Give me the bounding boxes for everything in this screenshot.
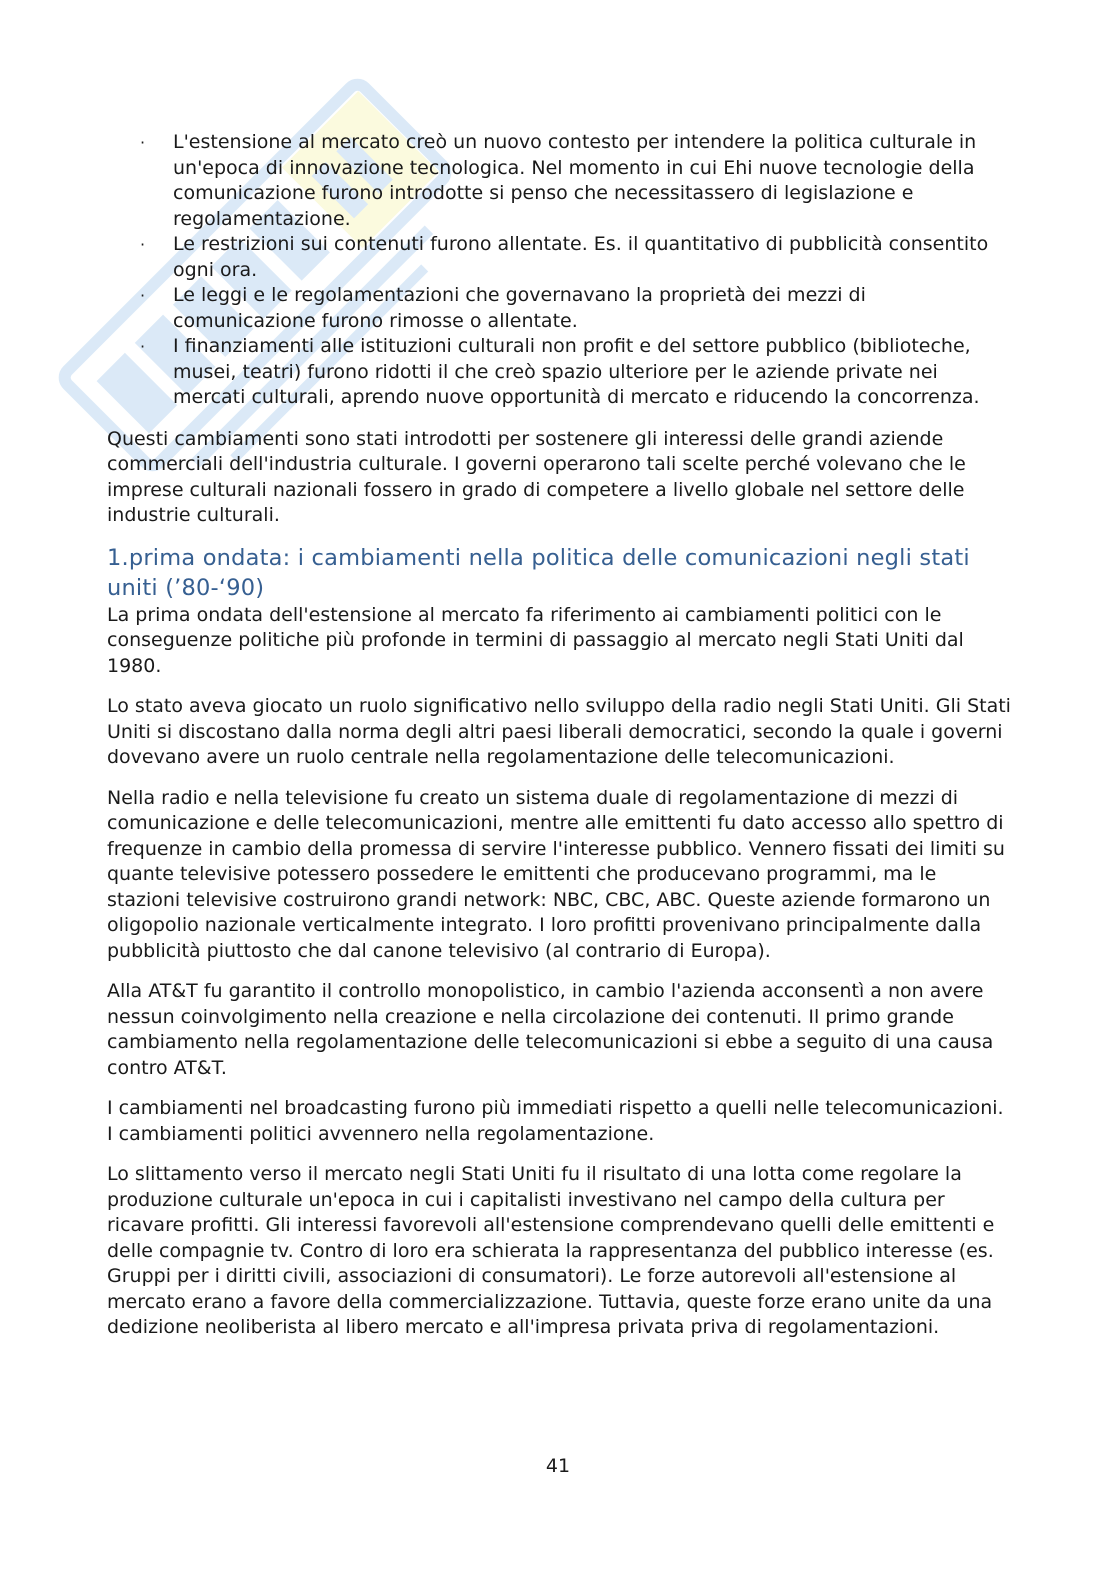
intro-paragraph: Questi cambiamenti sono stati introdotti per sostenere gli interessi delle grandi aziende commerciali dell'industria culturale. I governi operarono tali scelte perché volevano che le imprese culturali nazionali fossero in grado di competere a livello globale nel settore delle industrie culturali. [107, 427, 966, 526]
list-item [107, 283, 1012, 334]
list-item [107, 334, 1012, 411]
bullet-marker: · [140, 235, 146, 254]
bullet-list [107, 130, 1012, 411]
section-heading: 1.prima ondata: i cambiamenti nella politica delle comunicazioni negli stati uniti (’80-‘90) [107, 544, 970, 601]
body-paragraph: Alla AT&T fu garantito il controllo monopolistico, in cambio l'azienda acconsentì a non avere nessun coinvolgimento nella creazione e nella circolazione dei contenuti. Il primo grande cambiamento nella regolamentazione delle telecomunicazioni si ebbe a seguito di una causa contro AT&T. [107, 980, 994, 1079]
body-paragraph: Lo slittamento verso il mercato negli Stati Uniti fu il risultato di una lotta come regolare la produzione culturale un'epoca in cui i capitalisti investivano nel campo della cultura per ricavare profitti. Gli interessi favorevoli all'estensione comprendevano quelli delle emittenti e delle compagnie tv. Contro di loro era schierata la rappresentanza del pubblico interesse (es. Gruppi per i diritti civili, associazioni di consumatori). Le forze autorevoli all'estensione al mercato erano a favore della commercializzazione. Tuttavia, queste forze erano unite da una dedizione neoliberista al libero mercato e all'impresa privata priva di regolamentazioni. [107, 1163, 995, 1338]
bullet-text: Le leggi e le regolamentazioni che governavano la proprietà dei mezzi di comunicazione furono rimosse o allentate. [173, 284, 866, 332]
body-paragraph: Lo stato aveva giocato un ruolo significativo nello sviluppo della radio negli Stati Uniti. Gli Stati Uniti si discostano dalla norma degli altri paesi liberali democratici, secondo la quale i governi dovevano avere un ruolo centrale nella regolamentazione delle telecomunicazioni. [107, 695, 1011, 768]
list-item [107, 232, 1012, 283]
bullet-marker: · [140, 337, 146, 356]
document-page [107, 130, 1012, 1341]
body-paragraph: Nella radio e nella televisione fu creato un sistema duale di regolamentazione di mezzi di comunicazione e delle telecomunicazioni, mentre alle emittenti fu dato accesso allo spettro di frequenze in cambio della promessa di servire l'interesse pubblico. Vennero fissati dei limiti su quante televisive potessero possedere le emittenti che producevano programmi, ma le stazioni televisive costruirono grandi network: NBC, CBC, ABC. Queste aziende formarono un oligopolio nazionale verticalmente integrato. I loro profitti provenivano principalmente dalla pubblicità piuttosto che dal canone televisivo (al contrario di Europa). [107, 786, 1005, 962]
bullet-marker: · [140, 286, 146, 305]
bullet-marker: · [140, 133, 146, 152]
body-paragraph: I cambiamenti nel broadcasting furono più immediati rispetto a quelli nelle telecomunicazioni. I cambiamenti politici avvennero nella regolamentazione. [107, 1097, 1004, 1145]
body-paragraph: La prima ondata dell'estensione al mercato fa riferimento ai cambiamenti politici con le conseguenze politiche più profonde in termini di passaggio al mercato negli Stati Uniti dal 1980. [107, 603, 964, 677]
list-item [107, 130, 1012, 232]
bullet-text: Le restrizioni sui contenuti furono allentate. Es. il quantitativo di pubblicità consentito ogni ora. [173, 233, 989, 281]
page-number: 41 [545, 1455, 571, 1477]
bullet-text: L'estensione al mercato creò un nuovo contesto per intendere la politica culturale in un'epoca di innovazione tecnologica. Nel momento in cui Ehi nuove tecnologie della comunicazione furono introdotte si penso che necessitassero di legislazione e regolamentazione. [173, 131, 977, 230]
bullet-text: I finanziamenti alle istituzioni culturali non profit e del settore pubblico (biblioteche, musei, teatri) furono ridotti il che creò spazio ulteriore per le aziende private nei mercati culturali, aprendo nuove opportunità di mercato e riducendo la concorrenza. [173, 335, 980, 408]
